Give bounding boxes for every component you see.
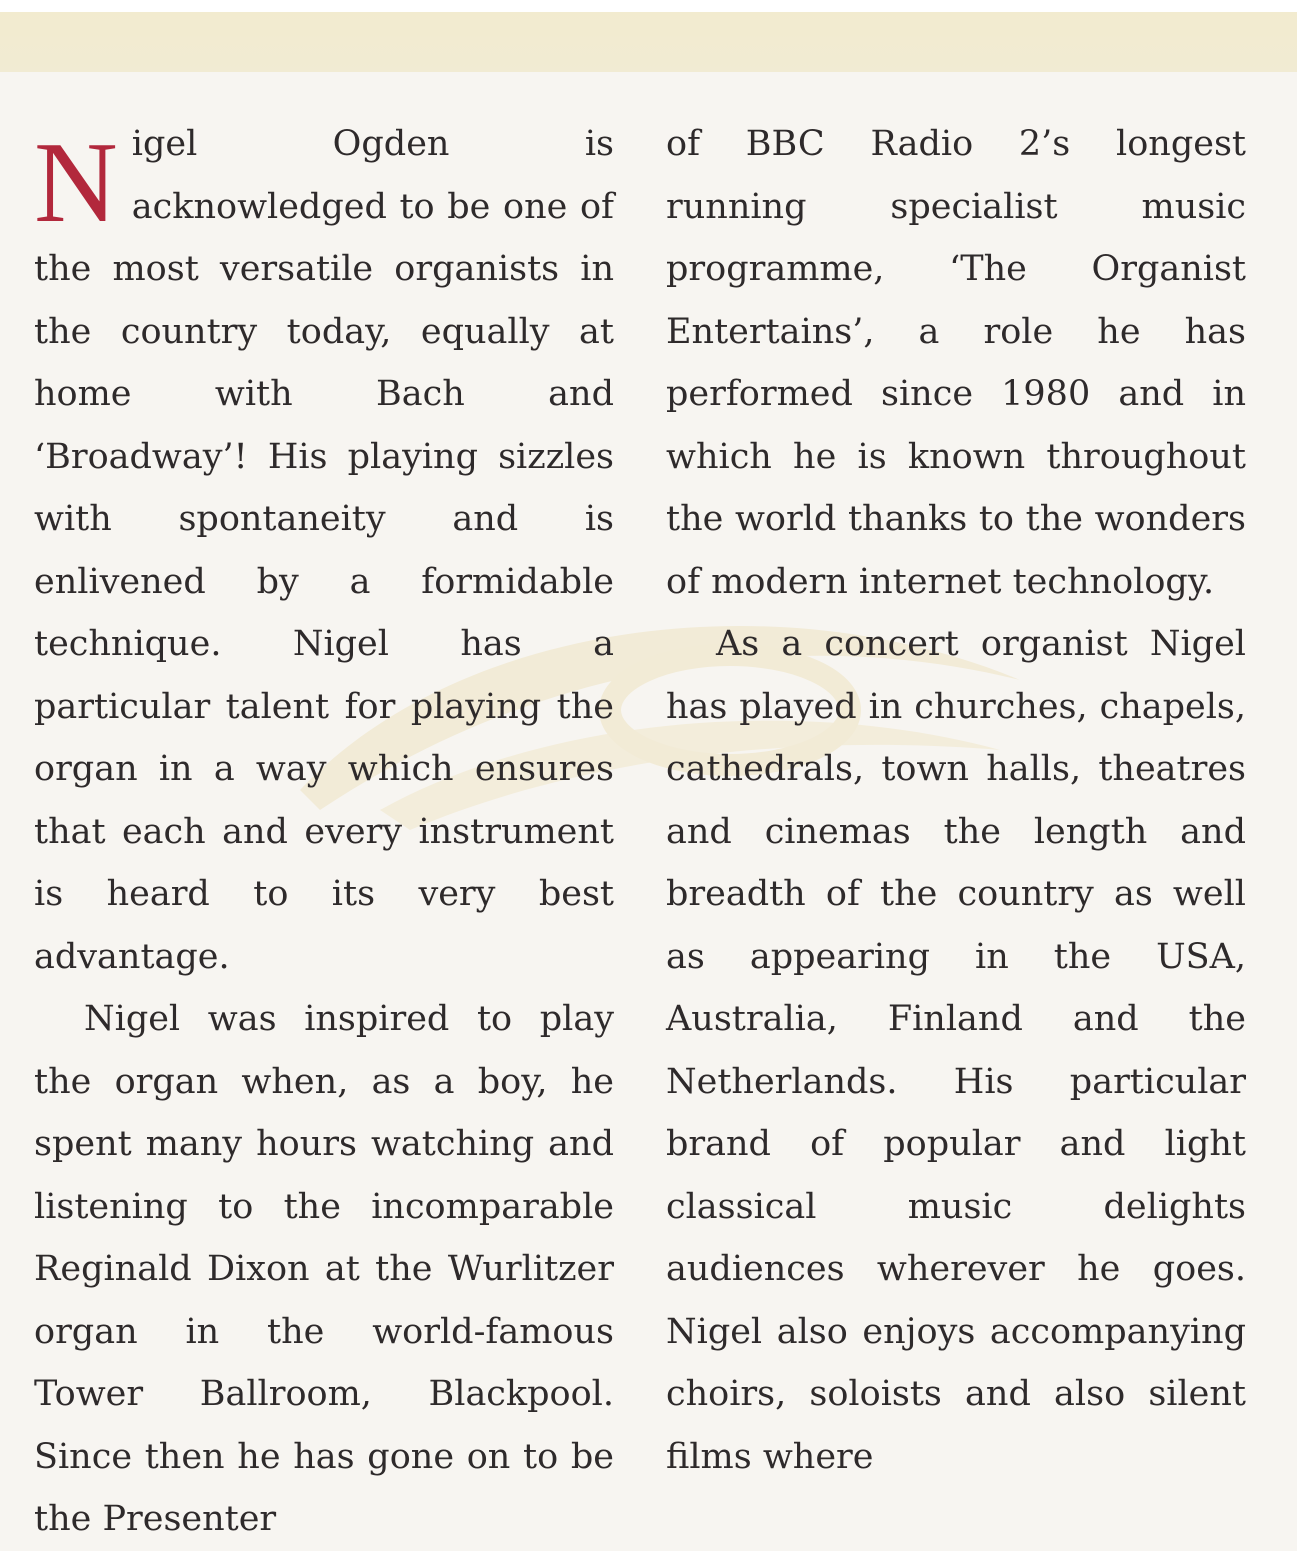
paragraph-intro (34, 113, 614, 988)
left-column (34, 113, 614, 1551)
drop-cap: N (34, 119, 118, 247)
page-top-edge (0, 0, 1297, 12)
paragraph-concerts: As a concert organist Nigel has played in churches, chapels, cathedrals, town halls, theatres and cinemas the length and breadth of the country as well as appearing in the USA, Australia, Finland and the Netherlands. His particular brand of popular and light classical music delights audiences wherever he goes. Nigel also enjoys accompanying choirs, soloists and also silent films where (666, 624, 1246, 1477)
right-column (666, 113, 1246, 1488)
header-band (0, 12, 1297, 72)
paragraph-inspiration: Nigel was inspired to play the organ when, as a boy, he spent many hours watching and listening to the incomparable Reginald Dixon at the Wurlitzer organ in the world-famous Tower Ballroom, Blackpool. Since then he has gone on to be the Presenter (34, 999, 614, 1539)
paragraph-intro-text: igel Ogden is acknowledged to be one of the most versatile organists in the country today, equally at home with Bach and ‘Broadway’! His playing sizzles with spontaneity and is enlivened by a formidable technique. Nigel has a particular talent for playing the organ in a way which ensures that each and every instrument is heard to its very best advantage. (34, 124, 614, 977)
paragraph-radio: of BBC Radio 2’s longest running specialist music programme, ‘The Organist Entertains’, a role he has performed since 1980 and in which he is known throughout the world thanks to the wonders of modern internet technology. (666, 124, 1246, 602)
